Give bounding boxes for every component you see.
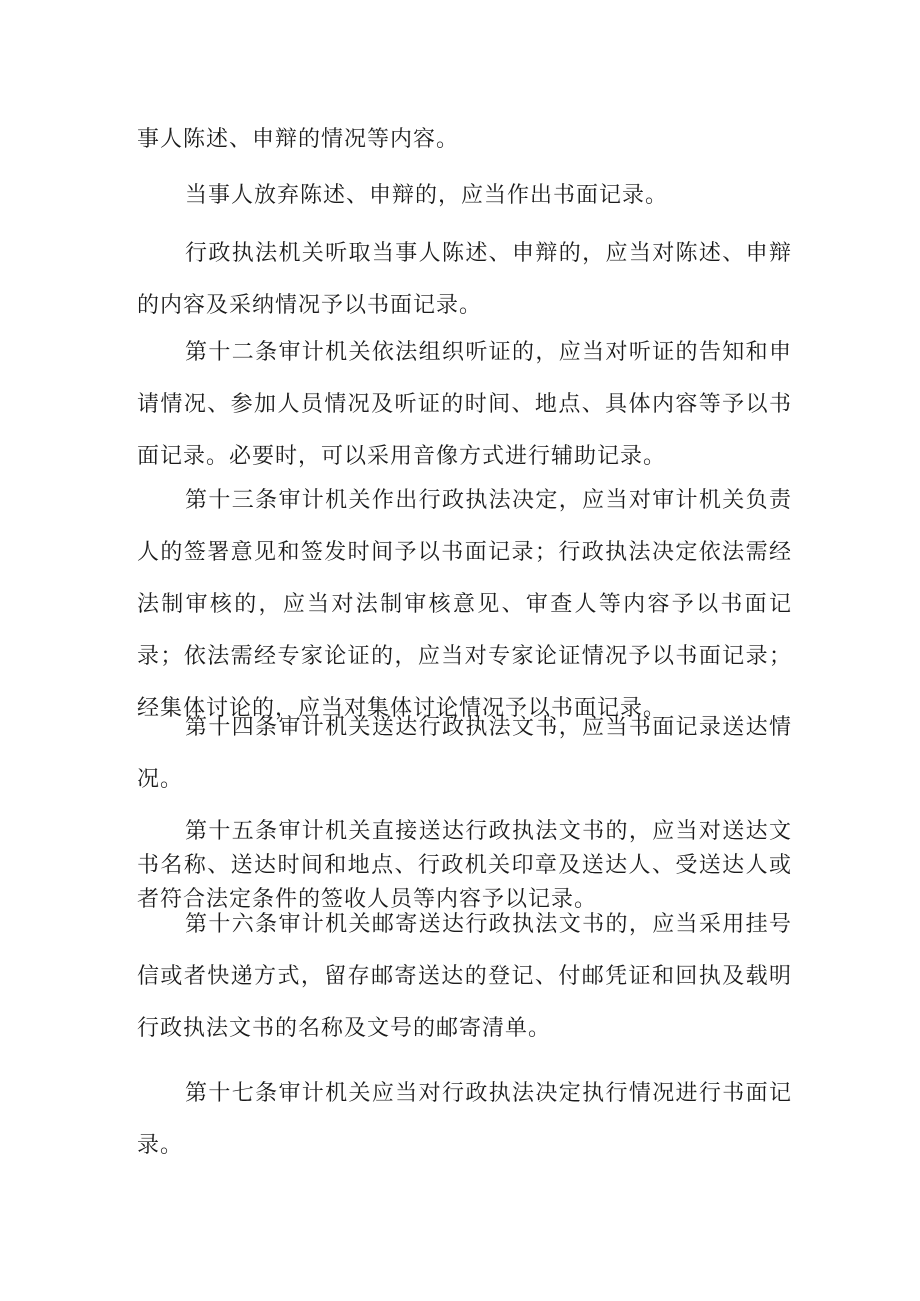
article-13: 第十三条审计机关作出行政执法决定，应当对审计机关负责人的签署意见和签发时间予以书面记录；行政执法决定依法需经法制审核的，应当对法制审核意见、审查人等内容予以书面记录；依法需经专家论证的，应当对专家论证情况予以书面记录；经集体讨论的，应当对集体讨论情况予以书面记录。 <box>137 488 792 721</box>
article-15: 第十五条审计机关直接送达行政执法文书的，应当对送达文书名称、送达时间和地点、行政机关印章及送达人、受送达人或者符合法定条件的签收人员等内容予以记录。 <box>137 819 792 912</box>
article-12: 第十二条审计机关依法组织听证的，应当对听证的告知和申请情况、参加人员情况及听证的时间、地点、具体内容等予以书面记录。必要时，可以采用音像方式进行辅助记录。 <box>137 340 792 469</box>
paragraph-hearing-statements: 行政执法机关听取当事人陈述、申辩的，应当对陈述、申辩的内容及采纳情况予以书面记录。 <box>137 241 792 318</box>
article-14: 第十四条审计机关送达行政执法文书，应当书面记录送达情况。 <box>137 715 792 792</box>
article-16: 第十六条审计机关邮寄送达行政执法文书的，应当采用挂号信或者快递方式，留存邮寄送达的登记、付邮凭证和回执及载明行政执法文书的名称及文号的邮寄清单。 <box>137 912 792 1041</box>
paragraph-waiver-record: 当事人放弃陈述、申辩的，应当作出书面记录。 <box>185 183 669 208</box>
paragraph-continuation: 事人陈述、申辩的情况等内容。 <box>137 127 460 152</box>
article-17: 第十七条审计机关应当对行政执法决定执行情况进行书面记录。 <box>137 1081 792 1158</box>
